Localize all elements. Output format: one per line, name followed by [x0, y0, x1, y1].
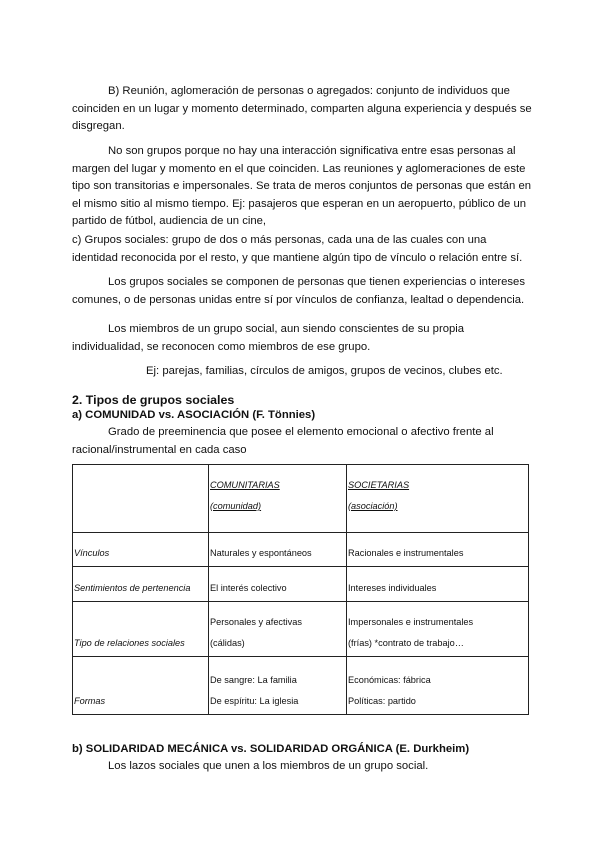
table-cell: Intereses individuales: [347, 567, 529, 602]
section-title: 2. Tipos de grupos sociales: [72, 393, 235, 407]
subtitle-solidaridad: b) SOLIDARIDAD MECÁNICA vs. SOLIDARIDAD ORGÁNICA (E. Durkheim): [72, 743, 470, 755]
row-label: Vínculos: [73, 533, 209, 567]
table-cell: De sangre: La familia De espíritu: La iglesia: [209, 657, 347, 715]
table-cell: El interés colectivo: [209, 567, 347, 602]
table-row: [73, 533, 529, 567]
paragraph-grupos-componen: Los grupos sociales se componen de personas que tienen experiencias o intereses comunes, o de personas unidas entre sí por vínculos de confianza, lealtad o dependencia.: [72, 276, 525, 306]
table-header-comunitarias: COMUNITARIAS (comunidad): [209, 465, 347, 533]
subtitle-comunidad-asociacion: a) COMUNIDAD vs. ASOCIACIÓN (F. Tönnies): [72, 409, 316, 421]
table-cell: Impersonales e instrumentales (frías) *contrato de trabajo…: [347, 602, 529, 657]
paragraph-miembros: Los miembros de un grupo social, aun siendo conscientes de su propia individualidad, se reconocen como miembros de ese grupo.: [72, 323, 465, 353]
table-cell: Racionales e instrumentales: [347, 533, 529, 567]
row-label: Sentimientos de pertenencia: [73, 567, 209, 602]
table-cell: Económicas: fábrica Políticas: partido: [347, 657, 529, 715]
table-row: [73, 567, 529, 602]
table-header-row: [73, 465, 529, 533]
paragraph-grupos-sociales: c) Grupos sociales: grupo de dos o más personas, cada una de las cuales con una identidad reconocida por el resto, y que mantiene algún tipo de vínculo o relación entre sí.: [72, 234, 523, 264]
table-cell: Naturales y espontáneos: [209, 533, 347, 567]
paragraph-ejemplos: Ej: parejas, familias, círculos de amigos, grupos de vecinos, clubes etc.: [146, 365, 503, 377]
paragraph-no-son-grupos: No son grupos porque no hay una interacción significativa entre esas personas al margen del lugar y momento en el que coinciden. Las reuniones y aglomeraciones de este tipo son transitorias e impersonales. Se trata de meros conjuntos de personas que están en el mismo sitio al mismo tiempo. Ej: pasajeros que esperan en un aeropuerto, público de un partido de fútbol, audiencia de un cine,: [72, 145, 532, 228]
paragraph-lazos-sociales: Los lazos sociales que unen a los miembros de un grupo social.: [108, 760, 429, 772]
table-header-empty: [73, 465, 209, 533]
paragraph-reunion: B) Reunión, aglomeración de personas o agregados: conjunto de individuos que coinciden en un lugar y momento determinado, comparten alguna experiencia y después se disgregan.: [72, 85, 532, 133]
table-row: [73, 602, 529, 657]
table-header-societarias: SOCIETARIAS (asociación): [347, 465, 529, 533]
table-row: [73, 657, 529, 715]
row-label: Tipo de relaciones sociales: [73, 602, 209, 657]
table-cell: Personales y afectivas (cálidas): [209, 602, 347, 657]
paragraph-grado-preeminencia: Grado de preeminencia que posee el elemento emocional o afectivo frente al racional/instrumental en cada caso: [72, 426, 494, 456]
row-label: Formas: [73, 657, 209, 715]
comparison-table: [72, 464, 529, 715]
